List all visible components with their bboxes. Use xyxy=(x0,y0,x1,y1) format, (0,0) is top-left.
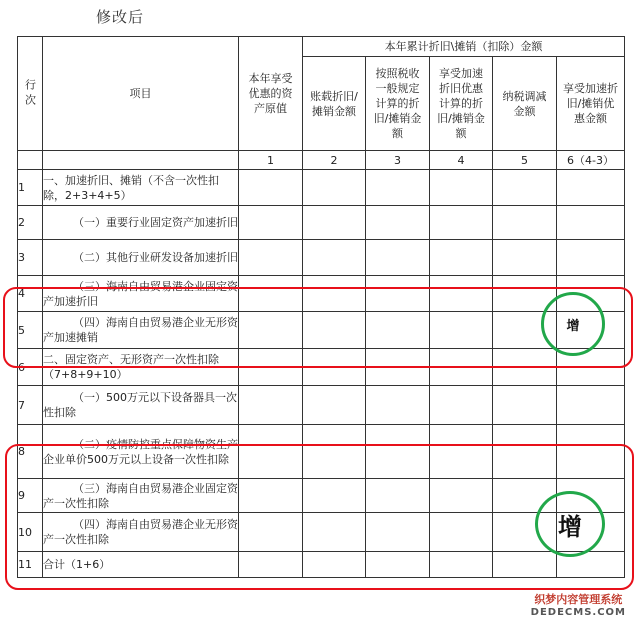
table-row xyxy=(18,240,625,276)
value-cell[interactable] xyxy=(366,479,430,513)
row-label-cell xyxy=(43,312,239,349)
value-cell[interactable] xyxy=(557,386,625,425)
header-book: 账载折旧/摊销金额 xyxy=(303,57,366,151)
value-cell[interactable] xyxy=(493,513,557,552)
row-label: （三）海南自由贸易港企业固定资产加速折旧 xyxy=(43,279,238,308)
value-cell[interactable] xyxy=(239,349,303,386)
value-cell[interactable] xyxy=(366,513,430,552)
row-label: （三）海南自由贸易港企业固定资产一次性扣除 xyxy=(43,481,238,510)
row-number: 5 xyxy=(18,312,43,349)
value-cell[interactable] xyxy=(493,386,557,425)
value-cell[interactable] xyxy=(430,276,493,312)
value-cell[interactable] xyxy=(303,349,366,386)
value-cell[interactable] xyxy=(430,206,493,240)
value-cell[interactable] xyxy=(303,170,366,206)
value-cell[interactable] xyxy=(366,386,430,425)
header-blank xyxy=(18,151,43,170)
row-number: 9 xyxy=(18,479,43,513)
value-cell[interactable] xyxy=(366,276,430,312)
row-label: （四）海南自由贸易港企业无形资产加速摊销 xyxy=(43,316,238,344)
header-tax-adjust: 纳税调减金额 xyxy=(493,57,557,151)
value-cell[interactable] xyxy=(366,312,430,349)
row-label-cell xyxy=(43,240,239,276)
row-label: （二）疫情防控重点保障物资生产企业单价500万元以上设备一次性扣除 xyxy=(43,437,238,466)
row-label: （四）海南自由贸易港企业无形资产一次性扣除 xyxy=(43,518,238,546)
value-cell[interactable] xyxy=(366,170,430,206)
value-cell[interactable] xyxy=(366,206,430,240)
value-cell[interactable] xyxy=(557,552,625,578)
header-group: 本年累计折旧\摊销（扣除）金额 xyxy=(303,37,625,57)
value-cell[interactable] xyxy=(430,349,493,386)
table-row xyxy=(18,386,625,425)
value-cell[interactable] xyxy=(430,425,493,479)
value-cell[interactable] xyxy=(430,552,493,578)
value-cell[interactable] xyxy=(303,513,366,552)
row-number: 7 xyxy=(18,386,43,425)
depreciation-table xyxy=(17,36,625,578)
value-cell[interactable] xyxy=(239,276,303,312)
row-label-cell xyxy=(43,170,239,206)
value-cell[interactable] xyxy=(303,479,366,513)
header-blank xyxy=(43,151,239,170)
value-cell[interactable] xyxy=(430,513,493,552)
value-cell[interactable] xyxy=(239,170,303,206)
table-row xyxy=(18,425,625,479)
watermark xyxy=(531,593,626,619)
table-body xyxy=(18,170,625,578)
value-cell[interactable] xyxy=(303,312,366,349)
table-row xyxy=(18,170,625,206)
row-label-cell xyxy=(43,206,239,240)
value-cell[interactable] xyxy=(366,552,430,578)
row-number: 10 xyxy=(18,513,43,552)
row-number: 8 xyxy=(18,425,43,479)
value-cell[interactable] xyxy=(303,425,366,479)
added-mark-text: 增 xyxy=(566,318,580,334)
value-cell[interactable] xyxy=(493,240,557,276)
value-cell[interactable] xyxy=(239,513,303,552)
table-row xyxy=(18,312,625,349)
col-num: 2 xyxy=(303,151,366,170)
col-num: 3 xyxy=(366,151,430,170)
page-caption: 修改后 xyxy=(96,8,145,26)
row-number: 1 xyxy=(18,170,43,206)
row-label-cell xyxy=(43,425,239,479)
value-cell[interactable] xyxy=(557,479,625,513)
row-label: 一、加速折旧、摊销（不含一次性扣除，2+3+4+5） xyxy=(43,173,219,202)
value-cell[interactable] xyxy=(430,386,493,425)
header-accelerated: 享受加速折旧优惠计算的折旧/摊销金额 xyxy=(430,57,493,151)
value-cell[interactable] xyxy=(366,240,430,276)
watermark-line1: 织梦内容管理系统 xyxy=(534,593,623,606)
value-cell[interactable] xyxy=(303,552,366,578)
value-cell[interactable] xyxy=(493,206,557,240)
row-label-cell xyxy=(43,479,239,513)
value-cell[interactable] xyxy=(366,349,430,386)
row-label: （二）其他行业研发设备加速折旧 xyxy=(73,251,238,264)
row-label-cell xyxy=(43,276,239,312)
value-cell[interactable] xyxy=(239,312,303,349)
value-cell[interactable] xyxy=(239,240,303,276)
row-label-cell xyxy=(43,349,239,386)
value-cell[interactable] xyxy=(303,386,366,425)
value-cell[interactable] xyxy=(557,206,625,240)
table-row xyxy=(18,479,625,513)
value-cell[interactable] xyxy=(493,170,557,206)
row-label-cell xyxy=(43,552,239,578)
row-label: （一）500万元以下设备器具一次性扣除 xyxy=(43,391,237,419)
watermark-line2: DEDECMS.COM xyxy=(530,607,626,618)
header-row-no: 行次 xyxy=(18,37,43,151)
value-cell[interactable] xyxy=(557,240,625,276)
header-general: 按照税收一般规定计算的折旧/摊销金额 xyxy=(366,57,430,151)
value-cell[interactable] xyxy=(557,425,625,479)
value-cell[interactable] xyxy=(366,425,430,479)
row-label: 合计（1+6） xyxy=(43,558,111,571)
value-cell[interactable] xyxy=(303,276,366,312)
value-cell[interactable] xyxy=(493,349,557,386)
value-cell[interactable] xyxy=(493,312,557,349)
value-cell[interactable] xyxy=(239,206,303,240)
row-label: （一）重要行业固定资产加速折旧 xyxy=(73,216,238,229)
row-number: 2 xyxy=(18,206,43,240)
table-row xyxy=(18,552,625,578)
header-original-value: 本年享受优惠的资产原值 xyxy=(239,37,303,151)
value-cell[interactable] xyxy=(239,386,303,425)
value-cell[interactable] xyxy=(557,276,625,312)
value-cell[interactable] xyxy=(557,170,625,206)
value-cell[interactable] xyxy=(430,170,493,206)
value-cell[interactable] xyxy=(303,240,366,276)
row-label-cell xyxy=(43,513,239,552)
row-label-cell xyxy=(43,386,239,425)
value-cell[interactable] xyxy=(239,552,303,578)
value-cell[interactable] xyxy=(430,240,493,276)
value-cell[interactable] xyxy=(239,479,303,513)
table-row xyxy=(18,276,625,312)
col-num: 1 xyxy=(239,151,303,170)
value-cell[interactable] xyxy=(493,552,557,578)
table-row xyxy=(18,513,625,552)
value-cell[interactable] xyxy=(493,276,557,312)
value-cell[interactable] xyxy=(557,513,625,552)
value-cell[interactable] xyxy=(430,312,493,349)
col-num: 4 xyxy=(430,151,493,170)
row-number: 4 xyxy=(18,276,43,312)
row-number: 6 xyxy=(18,349,43,386)
value-cell[interactable] xyxy=(430,479,493,513)
value-cell[interactable] xyxy=(557,349,625,386)
value-cell[interactable] xyxy=(493,425,557,479)
row-label: 二、固定资产、无形资产一次性扣除（7+8+9+10） xyxy=(43,353,219,381)
value-cell[interactable] xyxy=(303,206,366,240)
value-cell[interactable] xyxy=(239,425,303,479)
col-num: 6（4-3） xyxy=(557,151,625,170)
row-number: 3 xyxy=(18,240,43,276)
value-cell[interactable] xyxy=(493,479,557,513)
header-item: 项目 xyxy=(43,37,239,151)
col-num: 5 xyxy=(493,151,557,170)
table-row xyxy=(18,349,625,386)
added-mark-text: 增 xyxy=(558,512,582,541)
row-number: 11 xyxy=(18,552,43,578)
value-cell[interactable] xyxy=(557,312,625,349)
table-row xyxy=(18,206,625,240)
header-benefit: 享受加速折旧/摊销优惠金额 xyxy=(557,57,625,151)
